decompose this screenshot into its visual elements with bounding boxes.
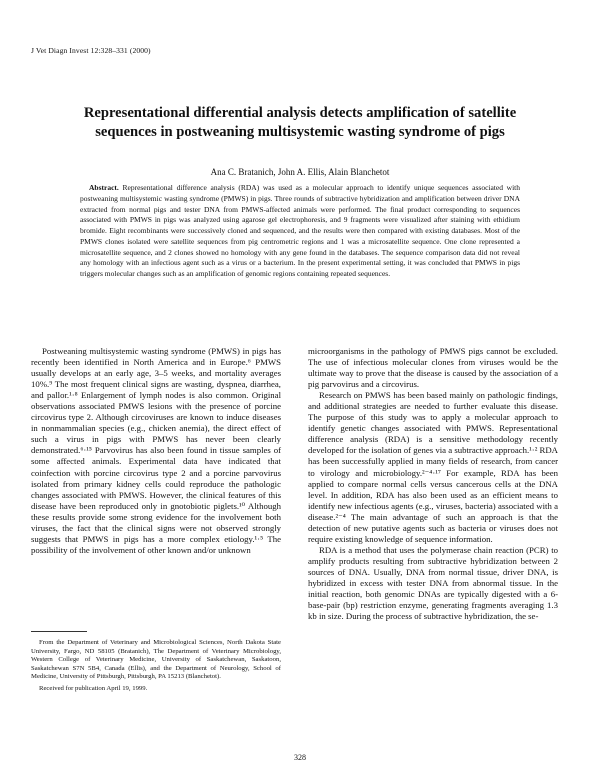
body-paragraph: microorganisms in the pathology of PMWS pigs cannot be excluded. The use of infectious molecular clones from viruses would be the ultimate way to prove that the disease is caused by the association of a pig parvovirus and a circovirus. (308, 346, 558, 390)
footnote (31, 639, 281, 693)
body-paragraph: Postweaning multisystemic wasting syndrome (PMWS) in pigs has recently been identified in North America and in Europe.⁶ PMWS usually develops at an early age, 3–5 weeks, and mortality averages 10%.⁹ The most frequent clinical signs are wasting, dyspnea, diarrhea, and pallor.¹·⁸ Enlargement of lymph nodes is also common. Original observations associated PMWS lesions with the presence of porcine circovirus type 2. Although circoviruses are known to induce diseases in nonmammalian species (e.g., chicken anemia), the direct effect of such a virus in pigs with PMWS has never been clearly demonstrated.⁶·¹⁵ Parvovirus has also been found in tissue samples of some affected animals. Experimental data have indicated that coinfection with porcine circovirus type 2 and a porcine parvovirus isolated from primary kidney cells could reproduce the pathologic changes associated with PMWS. However, the clinical features of this disease have been reproduced only in gnotobiotic piglets.¹⁰ Although these results provide some strong evidence for the involvement both viruses, the fact that the clinical signs were not observed strongly suggests that PMWS in pigs has a more complex etiology.¹·⁵ The possibility of the involvement of other known and/or unknown (31, 346, 281, 555)
left-column (31, 346, 281, 556)
page-number: 328 (294, 753, 306, 762)
abstract-label: Abstract. (89, 183, 119, 192)
author-list: Ana C. Bratanich, John A. Ellis, Alain Blanchetot (210, 167, 390, 177)
affiliation-note: From the Department of Veterinary and Microbiological Sciences, North Dakota State University, Fargo, ND 58105 (Bratanich), The Department of Veterinary Microbiology, Western College of Veterinary Medicine, University of Saskatchewan, Saskatoon, Saskatchewan S7N 5B4, Canada (Ellis), and the Department of Neurology, School of Medicine, University of Pittsburgh, Pittsburgh, PA 15213 (Blanchetot). (31, 639, 281, 681)
abstract-text: Representational difference analysis (RDA) was used as a molecular approach to identify unique sequences associated with postweaning multisystemic wasting syndrome (PMWS) in pigs. Three rounds of subtractive hybridization and amplification between driver DNA extracted from normal pigs and tester DNA from PMWS-affected animals were performed. The final product corresponding to sequences associated with PMWS in pigs was analyzed using agarose gel electrophoresis, and 9 fragments were visualized after staining with ethidium bromide. Eight recombinants were successively cloned and sequenced, and the results were then compared with existing databases. Most of the PMWS clones isolated were satellite sequences from pig centrometric regions and 1 was a microsatellite sequence. One clone represented a microsatellite sequence, and 2 clones showed no homology with any gene found in the databases. The sequence comparison data did not reveal any homology with an infectious agent such as a virus or a bacterium. In the present experimental setting, it was concluded that PMWS in pigs triggers molecular changes such as an amplification of genomic regions containing repeated sequences. (80, 183, 520, 278)
body-paragraph: Research on PMWS has been based mainly on pathologic findings, and additional strategies are needed to further evaluate this disease. The purpose of this study was to apply a molecular approach to identify genetic changes associated with PMWS. Representational difference analysis (RDA) is a sensitive methodology recently developed for the isolation of genes via a subtractive approach.¹·² RDA has been successfully applied in many fields of research, from cancer to virology and microbiology.²⁻⁴·¹⁷ For example, RDA has been applied to compare normal cells versus cancerous cells at the DNA level. In addition, RDA has also been used as an efficient means to identify new infectious agents (e.g., viruses, bacteria) associated with a disease.²⁻⁴ The main advantage of such an approach is that the detection of new putative agents such as bacteria or viruses does not require existing knowledge of sequence information. (308, 390, 558, 544)
abstract (80, 183, 520, 280)
footnote-divider (31, 631, 87, 632)
right-column (308, 346, 558, 622)
article-title: Representational differential analysis detects amplification of satellite sequences in postweaning multisystemic wasting syndrome of pigs (83, 105, 517, 140)
received-date: Received for publication April 19, 1999. (39, 684, 148, 692)
journal-citation: J Vet Diagn Invest 12:328–331 (2000) (31, 46, 151, 55)
body-paragraph: RDA is a method that uses the polymerase chain reaction (PCR) to amplify products resulting from subtractive hybridization between 2 sources of DNA. Usually, DNA from normal tissue, driver DNA, is hybridized in excess with tester DNA from abnormal tissue. In the initial reaction, both genomic DNAs are typically digested with a 6-base-pair (bp) restriction enzyme, generating fragments averaging 1.3 kb in size. During the process of subtractive hybridization, the se- (308, 544, 558, 622)
